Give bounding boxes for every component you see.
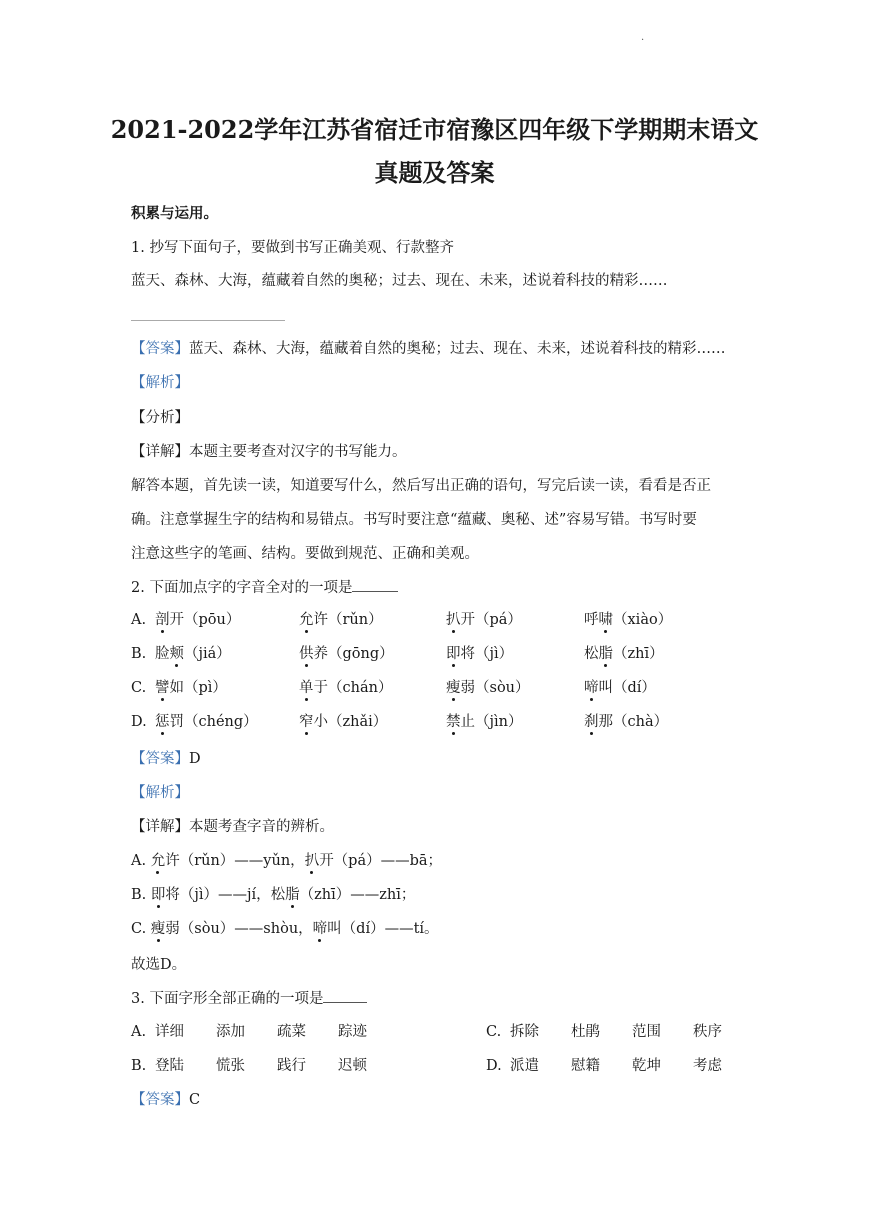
option-item [584, 610, 672, 630]
q1-answer-line [131, 339, 726, 359]
document-title-line1: 2021-2022学年江苏省宿迁市宿豫区四年级下学期期末语文 [110, 115, 759, 144]
q1-fenxi-tag: 【分析】 [131, 410, 189, 426]
option-item [155, 644, 231, 664]
option-word: 拆除 [510, 1024, 539, 1040]
dotted-char: 啼 [312, 921, 328, 937]
option-pinyin: 养（gōng） [313, 646, 394, 662]
q1-explain-2: 确。注意掌握生字的结构和易错点。书写时要注意“蕴藏、奥秘、述”容易写错。书写时要 [131, 512, 697, 528]
dotted-char: 脂 [598, 646, 613, 662]
option-pinyin: （zhī） [613, 646, 664, 662]
option-label: D. [486, 1058, 502, 1074]
option-item [584, 712, 668, 732]
q1-sentence: 蓝天、森林、大海，蕴藏着自然的奥秘；过去、现在、未来，述说着科技的精彩…… [131, 273, 668, 289]
dotted-char: 啸 [598, 612, 613, 628]
q3-answer: C [189, 1092, 201, 1108]
q3-answer-line [131, 1090, 200, 1110]
option-item [155, 678, 227, 698]
option-label: B. [131, 646, 147, 662]
explain-text: 叫（dí）——tí。 [327, 921, 439, 937]
q1-explain-3: 注意这些字的笔画、结构。要做到规范、正确和美观。 [131, 546, 479, 562]
option-word: 慰籍 [571, 1058, 600, 1074]
q3-question-line [131, 989, 367, 1009]
detail-tag: 【详解】 [131, 819, 189, 835]
dotted-char: 窄 [299, 714, 314, 730]
dotted-char: 允 [299, 612, 314, 628]
option-item [299, 644, 394, 664]
q3-question: 3. 下面字形全部正确的一项是 [131, 991, 324, 1007]
option-pinyin: 将（jì） [460, 646, 514, 662]
q2-conclusion: 故选D。 [131, 957, 187, 973]
answer-tag: 【答案】 [131, 751, 189, 767]
option-word: 添加 [216, 1024, 245, 1040]
explain-text: 许（rǔn）——yǔn， [165, 853, 305, 869]
option-item [446, 712, 522, 732]
option-item [155, 712, 258, 732]
option-word: 杜鹃 [571, 1024, 600, 1040]
dotted-char: 啼 [584, 680, 599, 696]
explain-text: 开（pá）——bā； [319, 853, 443, 869]
q2-explain-a [131, 851, 442, 871]
dotted-char: 剖 [155, 612, 170, 628]
option-item [584, 644, 664, 664]
dotted-char: 单 [299, 680, 314, 696]
dotted-char: 扒 [304, 853, 320, 869]
option-pinyin: （jiá） [184, 646, 231, 662]
dotted-char: 禁 [446, 714, 461, 730]
dotted-char: 即 [446, 646, 461, 662]
section-heading: 积累与运用。 [131, 205, 218, 222]
q2-answer: D [189, 751, 201, 767]
dotted-char: 扒 [446, 612, 461, 628]
dotted-char: 允 [150, 853, 166, 869]
option-item [446, 610, 522, 630]
option-pinyin: 开（pá） [460, 612, 522, 628]
q2-question-line [131, 578, 398, 598]
dotted-char: 颊 [169, 646, 184, 662]
option-item [446, 644, 513, 664]
q1-answer: 蓝天、森林、大海，蕴藏着自然的奥秘；过去、现在、未来，述说着科技的精彩…… [189, 341, 726, 357]
option-word: 考虑 [693, 1058, 722, 1074]
q1-detail-line [131, 442, 407, 462]
option-word: 踪迹 [338, 1024, 367, 1040]
answer-blank [352, 591, 398, 592]
option-pinyin: 止（jìn） [460, 714, 523, 730]
answer-tag: 【答案】 [131, 1092, 189, 1108]
option-item [155, 610, 240, 630]
option-pinyin: 那（chà） [598, 714, 669, 730]
dotted-char: 刹 [584, 714, 599, 730]
option-label: C. [131, 680, 147, 696]
q2-explain-b [131, 885, 415, 905]
dotted-char: 即 [150, 887, 166, 903]
q2-explain-c [131, 919, 439, 939]
option-label: D. [131, 714, 147, 730]
option-word: 范围 [632, 1024, 661, 1040]
option-char: 脸 [155, 646, 170, 662]
option-pinyin: 叫（dí） [598, 680, 656, 696]
corner-mark: . [641, 32, 645, 43]
option-pinyin: 罚（chéng） [169, 714, 258, 730]
option-word: 派遣 [510, 1058, 539, 1074]
option-item [584, 678, 656, 698]
option-pinyin: 小（zhǎi） [313, 714, 388, 730]
option-pinyin: 弱（sòu） [460, 680, 530, 696]
option-pinyin: （xiào） [613, 612, 673, 628]
dotted-char: 瘦 [446, 680, 461, 696]
option-word: 践行 [277, 1058, 306, 1074]
dotted-char: 脂 [285, 887, 300, 903]
explain-text: 弱（sòu）——shòu， [165, 921, 313, 937]
explain-text: （zhī）——zhī； [299, 887, 416, 903]
option-word: 疏菜 [277, 1024, 306, 1040]
q2-analysis-tag: 【解析】 [131, 785, 189, 801]
explain-text: B. [131, 887, 151, 903]
option-label: A. [131, 612, 147, 628]
detail-tag: 【详解】 [131, 444, 189, 460]
q2-detail: 本题考查字音的辨析。 [189, 819, 334, 835]
option-word: 秩序 [693, 1024, 722, 1040]
dotted-char: 惩 [155, 714, 170, 730]
q1-detail: 本题主要考查对汉字的书写能力。 [189, 444, 407, 460]
option-word: 详细 [155, 1024, 184, 1040]
dotted-char: 瘦 [150, 921, 166, 937]
q1-analysis-tag: 【解析】 [131, 375, 189, 391]
document-title-line2: 真题及答案 [374, 158, 495, 187]
option-item [299, 610, 383, 630]
option-pinyin: 许（rǔn） [313, 612, 383, 628]
option-pinyin: 如（pì） [169, 680, 227, 696]
explain-text: A. [131, 853, 151, 869]
option-item [299, 712, 387, 732]
option-item [446, 678, 530, 698]
answer-blank [323, 1002, 367, 1003]
option-word: 慌张 [216, 1058, 245, 1074]
option-label: B. [131, 1058, 147, 1074]
q2-answer-line [131, 749, 201, 769]
explain-text: 将（jì）——jí，松 [165, 887, 286, 903]
option-label: A. [131, 1024, 147, 1040]
q1-question: 1. 抄写下面句子，要做到书写正确美观、行款整齐 [131, 240, 454, 256]
q2-detail-line [131, 817, 334, 837]
option-char: 呼 [584, 612, 599, 628]
answer-tag: 【答案】 [131, 341, 189, 357]
q2-question: 2. 下面加点字的字音全对的一项是 [131, 580, 353, 596]
option-pinyin: 开（pōu） [169, 612, 241, 628]
dotted-char: 供 [299, 646, 314, 662]
option-word: 登陆 [155, 1058, 184, 1074]
dotted-char: 譬 [155, 680, 170, 696]
option-char: 松 [584, 646, 599, 662]
option-word: 乾坤 [632, 1058, 661, 1074]
q1-explain-1: 解答本题，首先读一读，知道要写什么，然后写出正确的语句，写完后读一读，看看是否正 [131, 478, 711, 494]
option-item [299, 678, 392, 698]
option-pinyin: 于（chán） [313, 680, 393, 696]
explain-text: C. [131, 921, 151, 937]
q1-writing-line [131, 320, 285, 321]
option-word: 迟顿 [338, 1058, 367, 1074]
option-label: C. [486, 1024, 502, 1040]
